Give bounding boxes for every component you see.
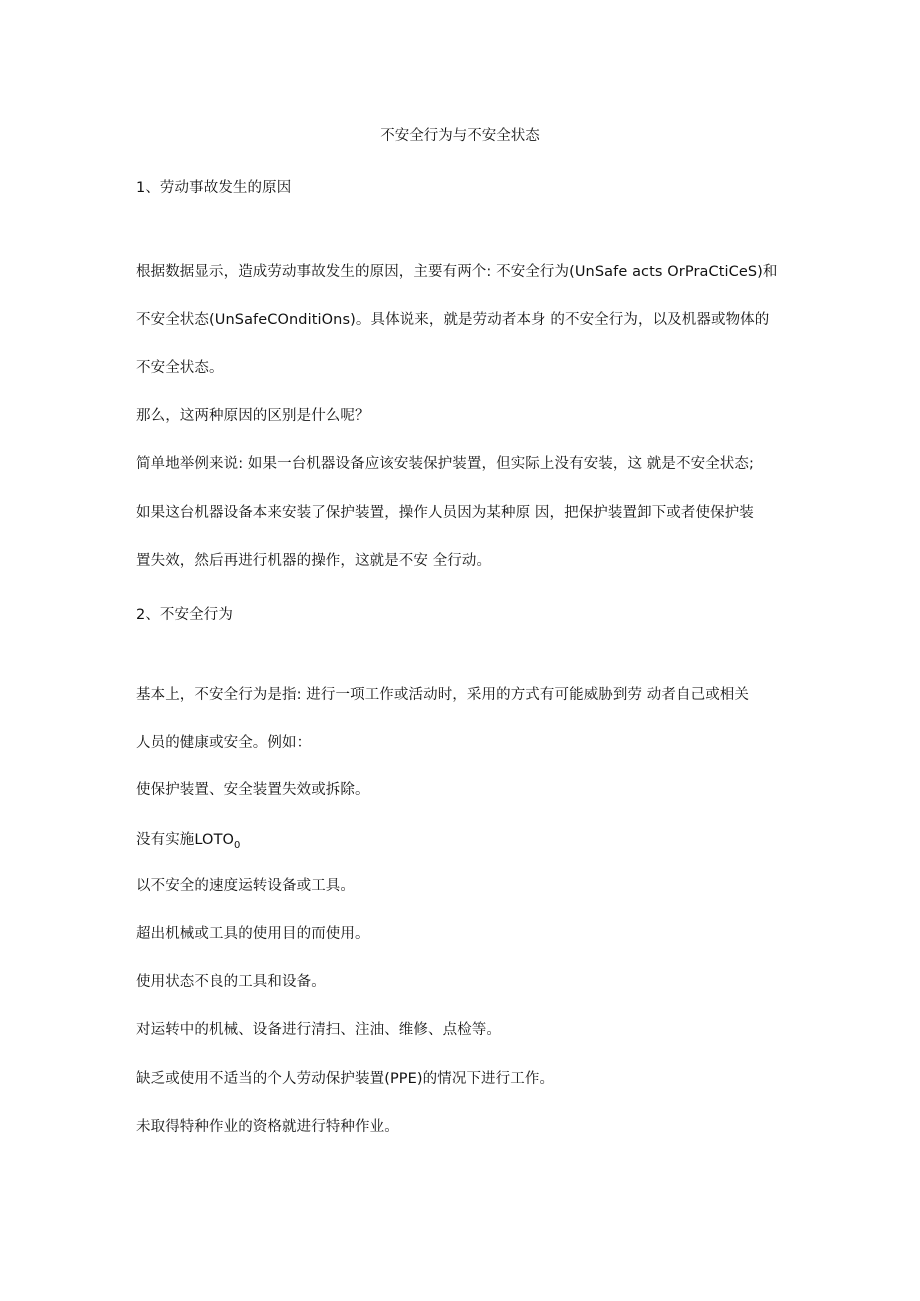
list-item: 以不安全的速度运转设备或工具。 [136, 878, 355, 894]
paragraph-1-line-2: 不安全状态(UnSafeCOnditiOns)。具体说来，就是劳动者本身 的不安全行为，以及机器或物体的 [136, 312, 770, 328]
loto-subscript: 0 [234, 839, 241, 851]
list-item: 对运转中的机械、设备进行清扫、注油、维修、点检等。 [136, 1022, 501, 1038]
list-item: 使用状态不良的工具和设备。 [136, 974, 326, 990]
paragraph-1-line-1: 根据数据显示，造成劳动事故发生的原因，主要有两个: 不安全行为(UnSafe acts OrPraCtiCeS)和 [136, 264, 778, 280]
section-2-heading: 2、不安全行为 [136, 607, 233, 623]
list-item: 缺乏或使用不适当的个人劳动保护装置(PPE)的情况下进行工作。 [136, 1071, 555, 1087]
list-item: 超出机械或工具的使用目的而使用。 [136, 926, 370, 942]
list-item: 使保护装置、安全装置失效或拆除。 [136, 782, 370, 798]
paragraph-2-line-1: 简单地举例来说: 如果一台机器设备应该安装保护装置，但实际上没有安装，这 就是不安全状态; [136, 456, 754, 472]
paragraph-1-line-3: 不安全状态。 [136, 360, 224, 376]
list-item-loto [136, 830, 241, 856]
section-1-heading: 1、劳动事故发生的原因 [136, 180, 292, 196]
question-line: 那么，这两种原因的区别是什么呢？ [136, 408, 370, 424]
paragraph-2-line-3: 置失效，然后再进行机器的操作，这就是不安 全行动。 [136, 553, 492, 569]
paragraph-3-line-1: 基本上，不安全行为是指: 进行一项工作或活动时，采用的方式有可能威胁到劳 动者自己或相关 [136, 687, 749, 703]
list-item-loto-text: 没有实施LOTO [136, 832, 235, 848]
paragraph-3-line-2: 人员的健康或安全。例如： [136, 735, 312, 751]
paragraph-2-line-2: 如果这台机器设备本来安装了保护装置，操作人员因为某种原 因，把保护装置卸下或者使保护装 [136, 505, 754, 521]
document-title: 不安全行为与不安全状态 [380, 128, 540, 144]
list-item: 未取得特种作业的资格就进行特种作业。 [136, 1119, 399, 1135]
